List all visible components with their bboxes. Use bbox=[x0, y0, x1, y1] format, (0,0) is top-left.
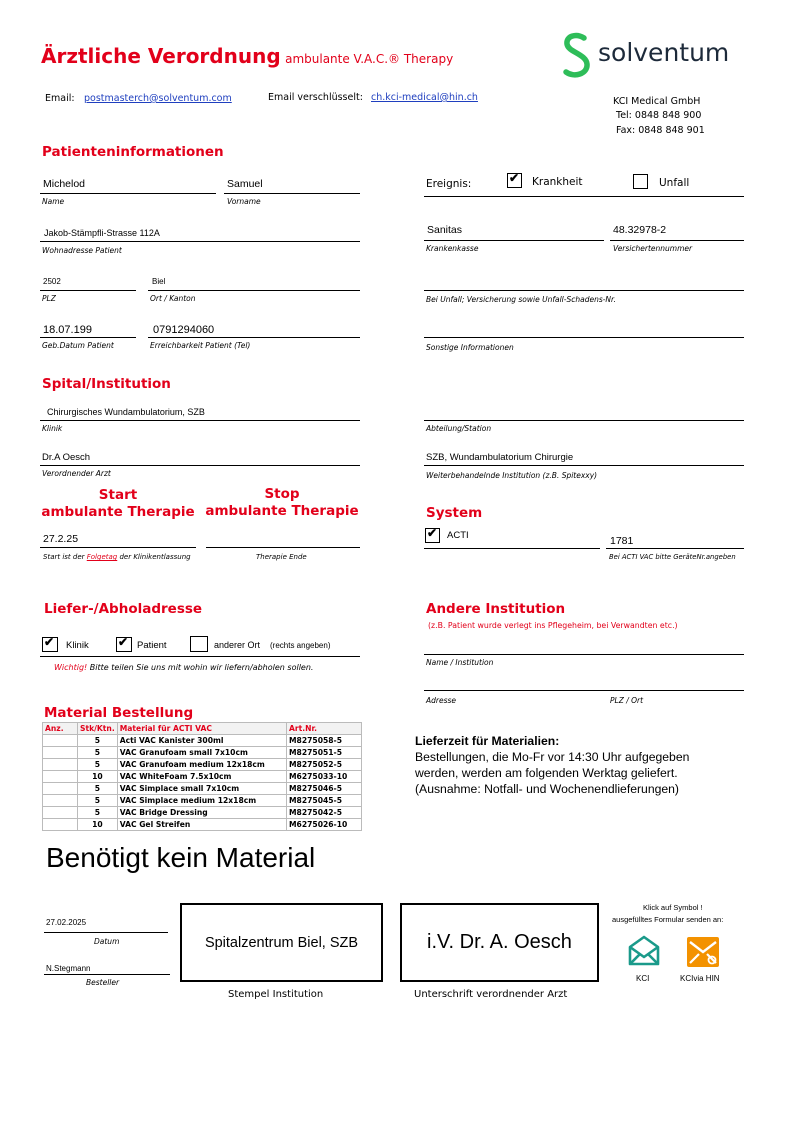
ereignis-label: Ereignis: bbox=[426, 178, 472, 190]
stk-cell: 5 bbox=[78, 735, 118, 747]
artnr-cell: M8275046-5 bbox=[287, 783, 362, 795]
patient-vorname-value[interactable]: Samuel bbox=[227, 178, 263, 190]
liefer-anderer-hint: (rechts angeben) bbox=[270, 641, 331, 650]
material-cell: VAC Granufoam medium 12x18cm bbox=[117, 759, 286, 771]
versnr-value[interactable]: 48.32978-2 bbox=[613, 224, 667, 236]
material-table bbox=[42, 722, 362, 831]
andere-plz-label: PLZ / Ort bbox=[610, 696, 644, 705]
patient-name-line bbox=[40, 193, 216, 194]
besteller-value[interactable]: N.Stegmann bbox=[46, 964, 91, 973]
krankheit-checkbox[interactable] bbox=[507, 173, 522, 188]
material-cell: VAC Gel Streifen bbox=[117, 819, 286, 831]
klick-hint-2: ausgefülltes Formular senden an: bbox=[612, 915, 724, 924]
stop-therapie-heading bbox=[204, 486, 360, 520]
sonst-label: Sonstige Informationen bbox=[426, 343, 514, 352]
andere-name-label: Name / Institution bbox=[426, 658, 494, 667]
signature-text: i.V. Dr. A. Oesch bbox=[427, 931, 572, 953]
abteilung-label: Abteilung/Station bbox=[426, 424, 492, 433]
patient-name-value[interactable]: Michelod bbox=[43, 178, 86, 190]
company-tel: Tel: 0848 848 900 bbox=[616, 110, 702, 121]
acti-label: ACTI bbox=[447, 530, 469, 541]
anz-cell[interactable] bbox=[43, 747, 78, 759]
patient-ort-label: Ort / Kanton bbox=[150, 294, 196, 303]
table-row bbox=[43, 783, 362, 795]
envelope-key-icon bbox=[686, 934, 720, 968]
kasse-line bbox=[424, 240, 604, 241]
unfall-checkbox[interactable] bbox=[633, 174, 648, 189]
patient-tel-label: Erreichbarkeit Patient (Tel) bbox=[150, 341, 251, 350]
wichtig-text: Bitte teilen Sie uns mit wohin wir liefern/abholen sollen. bbox=[89, 663, 314, 672]
stamp-label: Stempel Institution bbox=[228, 989, 324, 1000]
no-material-note: Benötigt kein Material bbox=[46, 842, 316, 873]
artnr-cell: M8275042-5 bbox=[287, 807, 362, 819]
anz-cell[interactable] bbox=[43, 783, 78, 795]
email-label: Email: bbox=[45, 93, 75, 104]
start-therapie-heading bbox=[40, 487, 196, 521]
stk-cell: 5 bbox=[78, 747, 118, 759]
start-heading-l2: ambulante Therapie bbox=[41, 504, 195, 520]
andere-heading: Andere Institution bbox=[426, 601, 566, 617]
versnr-label: Versichertennummer bbox=[613, 244, 693, 253]
start-heading-l1: Start bbox=[98, 487, 138, 503]
patient-geb-value[interactable]: 18.07.199 bbox=[43, 324, 92, 336]
andere-adresse-label: Adresse bbox=[426, 696, 457, 705]
artnr-cell: M8275058-5 bbox=[287, 735, 362, 747]
patient-tel-line bbox=[148, 337, 360, 338]
liefer-klinik-check-icon: ✔ bbox=[44, 635, 55, 649]
anz-cell[interactable] bbox=[43, 807, 78, 819]
anz-cell[interactable] bbox=[43, 795, 78, 807]
lieferzeit-title: Lieferzeit für Materialien: bbox=[415, 734, 560, 748]
material-cell: VAC Simplace small 7x10cm bbox=[117, 783, 286, 795]
liefer-anderer-checkbox[interactable] bbox=[190, 636, 208, 652]
stamp-box[interactable] bbox=[180, 903, 383, 982]
lieferzeit-box bbox=[415, 733, 689, 797]
hin-send-button[interactable] bbox=[680, 934, 726, 986]
weiter-value[interactable]: SZB, Wundambulatorium Chirurgie bbox=[426, 452, 574, 463]
start-date-value[interactable]: 27.2.25 bbox=[43, 533, 79, 545]
liefer-patient-check-icon: ✔ bbox=[118, 635, 129, 649]
unfall-info-line bbox=[424, 290, 744, 291]
system-line bbox=[424, 548, 600, 549]
kasse-value[interactable]: Sanitas bbox=[427, 224, 463, 236]
acti-check-icon: ✔ bbox=[427, 526, 438, 540]
material-cell: VAC Bridge Dressing bbox=[117, 807, 286, 819]
solventum-logo bbox=[560, 32, 740, 80]
table-row bbox=[43, 771, 362, 783]
weiter-line bbox=[424, 465, 744, 466]
patient-ort-value[interactable]: Biel bbox=[152, 277, 166, 286]
patient-vorname-label: Vorname bbox=[227, 197, 261, 206]
col-stk: Stk/Ktn. bbox=[78, 723, 118, 735]
patient-plz-label: PLZ bbox=[42, 294, 56, 303]
liefer-line bbox=[40, 656, 360, 657]
material-header-row bbox=[43, 723, 362, 735]
material-cell: VAC Simplace medium 12x18cm bbox=[117, 795, 286, 807]
stop-heading-l1: Stop bbox=[264, 486, 300, 502]
datum-value[interactable]: 27.02.2025 bbox=[46, 918, 87, 927]
artnr-cell: M8275051-5 bbox=[287, 747, 362, 759]
patient-geb-label: Geb.Datum Patient bbox=[42, 341, 114, 350]
klick-hint-1: Klick auf Symbol ! bbox=[643, 903, 703, 912]
patient-tel-value[interactable]: 0791294060 bbox=[153, 324, 215, 336]
liefer-wichtig bbox=[54, 663, 313, 672]
stk-cell: 5 bbox=[78, 783, 118, 795]
material-cell: Acti VAC Kanister 300ml bbox=[117, 735, 286, 747]
company-fax: Fax: 0848 848 901 bbox=[616, 125, 705, 136]
email-enc-link[interactable]: ch.kci-medical@hin.ch bbox=[371, 92, 478, 103]
klinik-label: Klinik bbox=[42, 424, 63, 433]
patient-name-label: Name bbox=[42, 197, 65, 206]
artnr-cell: M6275033-10 bbox=[287, 771, 362, 783]
liefer-heading: Liefer-/Abholadresse bbox=[44, 601, 203, 617]
andere-name-line bbox=[424, 654, 744, 655]
table-row bbox=[43, 807, 362, 819]
patient-vorname-line bbox=[224, 193, 360, 194]
datum-label: Datum bbox=[94, 937, 120, 946]
patient-heading: Patienteninformationen bbox=[42, 144, 224, 160]
start-date-label bbox=[43, 553, 191, 561]
patient-address-line bbox=[40, 241, 360, 242]
stop-heading-l2: ambulante Therapie bbox=[205, 503, 359, 519]
table-row bbox=[43, 759, 362, 771]
stop-date-line bbox=[206, 547, 360, 548]
unfall-info-label: Bei Unfall; Versicherung sowie Unfall-Schadens-Nr. bbox=[426, 295, 616, 304]
versnr-line bbox=[610, 240, 744, 241]
col-artnr: Art.Nr. bbox=[287, 723, 362, 735]
col-material: Material für ACTI VAC bbox=[117, 723, 286, 735]
geraet-label: Bei ACTI VAC bitte GeräteNr.angeben bbox=[609, 553, 736, 561]
klinik-value[interactable]: Chirurgisches Wundambulatorium, SZB bbox=[47, 407, 205, 417]
email-link[interactable]: postmasterch@solventum.com bbox=[84, 93, 232, 104]
stop-date-label: Therapie Ende bbox=[256, 553, 307, 561]
start-label-b: Folgetag bbox=[86, 553, 118, 561]
weiter-label: Weiterbehandelnde Institution (z.B. Spitexxy) bbox=[426, 471, 598, 480]
stk-cell: 5 bbox=[78, 795, 118, 807]
besteller-label: Besteller bbox=[86, 978, 120, 987]
kci-send-button[interactable] bbox=[626, 934, 662, 986]
artnr-cell: M8275052-5 bbox=[287, 759, 362, 771]
email-enc-label: Email verschlüsselt: bbox=[268, 92, 363, 103]
table-row bbox=[43, 747, 362, 759]
geraet-line bbox=[606, 548, 744, 549]
anz-cell[interactable] bbox=[43, 771, 78, 783]
lieferzeit-line3: (Ausnahme: Notfall- und Wochenendlieferungen) bbox=[415, 782, 679, 796]
lieferzeit-line1: Bestellungen, die Mo-Fr vor 14:30 Uhr aufgegeben bbox=[415, 750, 690, 764]
arzt-label: Verordnender Arzt bbox=[42, 469, 111, 478]
col-anz: Anz. bbox=[43, 723, 78, 735]
artnr-cell: M6275026-10 bbox=[287, 819, 362, 831]
material-cell: VAC Granufoam small 7x10cm bbox=[117, 747, 286, 759]
liefer-patient-label: Patient bbox=[137, 640, 167, 651]
acti-checkbox[interactable] bbox=[425, 528, 440, 543]
wichtig-word: Wichtig! bbox=[54, 663, 88, 672]
table-row bbox=[43, 735, 362, 747]
material-cell: VAC WhiteFoam 7.5x10cm bbox=[117, 771, 286, 783]
artnr-cell: M8275045-5 bbox=[287, 795, 362, 807]
start-label-c: der Klinikentlassung bbox=[119, 553, 191, 561]
krankheit-check-icon: ✔ bbox=[509, 171, 520, 185]
system-heading: System bbox=[426, 505, 483, 521]
start-label-a: Start ist der bbox=[43, 553, 85, 561]
stk-cell: 10 bbox=[78, 771, 118, 783]
andere-adresse-line bbox=[424, 690, 744, 691]
liefer-klinik-checkbox[interactable] bbox=[42, 637, 58, 652]
patient-plz-line bbox=[40, 290, 136, 291]
table-row bbox=[43, 819, 362, 831]
anz-cell[interactable] bbox=[43, 759, 78, 771]
start-date-line bbox=[40, 547, 196, 548]
liefer-klinik-label: Klinik bbox=[66, 640, 89, 651]
liefer-anderer-label: anderer Ort bbox=[214, 640, 261, 650]
geraet-value[interactable]: 1781 bbox=[610, 535, 634, 547]
logo-text: solventum bbox=[598, 38, 730, 67]
table-row bbox=[43, 795, 362, 807]
arzt-value[interactable]: Dr.A Oesch bbox=[42, 452, 91, 463]
solventum-s-icon bbox=[560, 32, 594, 80]
klinik-line bbox=[40, 420, 360, 421]
envelope-open-icon bbox=[627, 934, 661, 966]
page-title bbox=[41, 44, 453, 68]
spital-heading: Spital/Institution bbox=[42, 376, 171, 392]
signature-label: Unterschrift verordnender Arzt bbox=[414, 989, 568, 1000]
stk-cell: 5 bbox=[78, 759, 118, 771]
besteller-line bbox=[44, 974, 170, 975]
datum-line bbox=[44, 932, 168, 933]
material-heading: Material Bestellung bbox=[44, 705, 194, 721]
company-name: KCI Medical GmbH bbox=[613, 96, 701, 107]
ereignis-line bbox=[424, 196, 744, 197]
kci-hin-label: KCIvia HIN bbox=[680, 974, 720, 983]
krankheit-label: Krankheit bbox=[532, 176, 583, 188]
stamp-text: Spitalzentrum Biel, SZB bbox=[204, 934, 359, 951]
sonst-line bbox=[424, 337, 744, 338]
abteilung-line bbox=[424, 420, 744, 421]
arzt-line bbox=[40, 465, 360, 466]
kci-label: KCI bbox=[636, 974, 650, 983]
lieferzeit-line2: werden, werden am folgenden Werktag geliefert. bbox=[415, 766, 678, 780]
anz-cell[interactable] bbox=[43, 735, 78, 747]
unfall-label: Unfall bbox=[659, 177, 690, 189]
andere-hint: (z.B. Patient wurde verlegt ins Pflegeheim, bei Verwandten etc.) bbox=[428, 621, 678, 630]
title-sub: ambulante V.A.C.® Therapy bbox=[285, 52, 454, 66]
kasse-label: Krankenkasse bbox=[426, 244, 479, 253]
patient-geb-line bbox=[40, 337, 136, 338]
title-main: Ärztliche Verordnung bbox=[41, 44, 281, 68]
patient-address-label: Wohnadresse Patient bbox=[42, 246, 122, 255]
stk-cell: 10 bbox=[78, 819, 118, 831]
liefer-patient-checkbox[interactable] bbox=[116, 637, 132, 652]
signature-box[interactable] bbox=[400, 903, 599, 982]
anz-cell[interactable] bbox=[43, 819, 78, 831]
patient-plz-value[interactable]: 2502 bbox=[43, 277, 61, 286]
patient-ort-line bbox=[148, 290, 360, 291]
patient-address-value[interactable]: Jakob-Stämpfli-Strasse 112A bbox=[44, 228, 160, 238]
stk-cell: 5 bbox=[78, 807, 118, 819]
